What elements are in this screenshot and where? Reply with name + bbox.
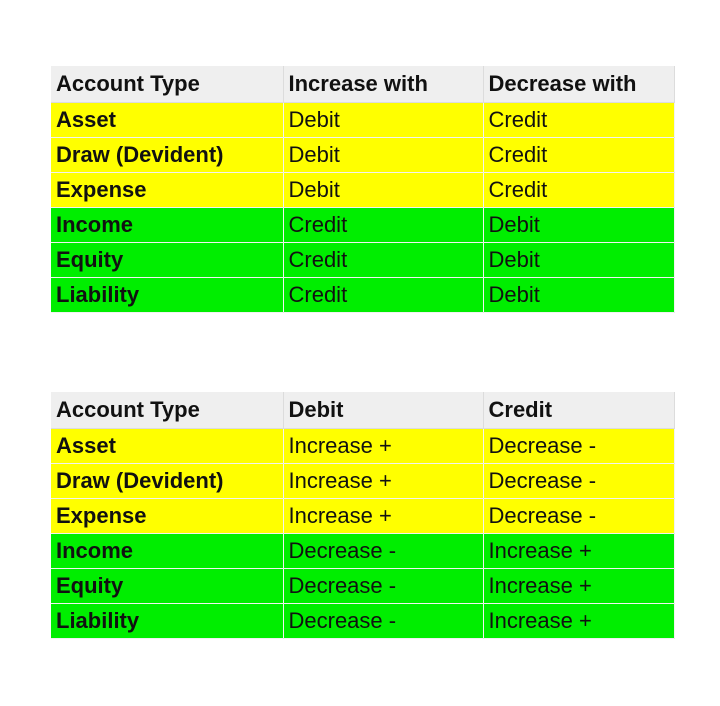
decrease-with-cell: Debit (483, 207, 674, 242)
credit-effect-cell: Decrease - (483, 498, 674, 533)
header-row (51, 392, 674, 428)
header-debit: Debit (283, 392, 483, 428)
increase-with-cell: Debit (283, 102, 483, 137)
account-type-cell: Income (51, 207, 283, 242)
credit-effect-cell: Increase + (483, 603, 674, 638)
account-type-cell: Income (51, 533, 283, 568)
table-row (51, 428, 674, 463)
header-row (51, 66, 674, 102)
table-row (51, 603, 674, 638)
table-row (51, 137, 674, 172)
credit-effect-cell: Decrease - (483, 428, 674, 463)
header-decrease-with: Decrease with (483, 66, 674, 102)
decrease-with-cell: Credit (483, 102, 674, 137)
table-row (51, 102, 674, 137)
header-account-type: Account Type (51, 392, 283, 428)
account-type-cell: Asset (51, 428, 283, 463)
increase-with-cell: Credit (283, 242, 483, 277)
table-row (51, 277, 674, 312)
table-row (51, 172, 674, 207)
table-row (51, 463, 674, 498)
debit-credit-rules-table (51, 66, 675, 313)
header-credit: Credit (483, 392, 674, 428)
account-type-cell: Liability (51, 603, 283, 638)
debit-effect-cell: Decrease - (283, 603, 483, 638)
header-account-type: Account Type (51, 66, 283, 102)
credit-effect-cell: Increase + (483, 568, 674, 603)
header-increase-with: Increase with (283, 66, 483, 102)
decrease-with-cell: Debit (483, 242, 674, 277)
debit-credit-effect-table (51, 392, 675, 639)
account-type-cell: Equity (51, 242, 283, 277)
account-type-cell: Asset (51, 102, 283, 137)
decrease-with-cell: Debit (483, 277, 674, 312)
increase-with-cell: Credit (283, 277, 483, 312)
credit-effect-cell: Decrease - (483, 463, 674, 498)
account-type-cell: Liability (51, 277, 283, 312)
debit-effect-cell: Decrease - (283, 568, 483, 603)
decrease-with-cell: Credit (483, 137, 674, 172)
debit-effect-cell: Increase + (283, 463, 483, 498)
debit-effect-cell: Decrease - (283, 533, 483, 568)
credit-effect-cell: Increase + (483, 533, 674, 568)
table-row (51, 207, 674, 242)
decrease-with-cell: Credit (483, 172, 674, 207)
increase-with-cell: Debit (283, 137, 483, 172)
account-type-cell: Equity (51, 568, 283, 603)
increase-with-cell: Credit (283, 207, 483, 242)
debit-effect-cell: Increase + (283, 498, 483, 533)
account-type-cell: Draw (Devident) (51, 463, 283, 498)
table-row (51, 498, 674, 533)
account-type-cell: Expense (51, 498, 283, 533)
table-row (51, 533, 674, 568)
table-row (51, 242, 674, 277)
table-row (51, 568, 674, 603)
account-type-cell: Draw (Devident) (51, 137, 283, 172)
debit-effect-cell: Increase + (283, 428, 483, 463)
increase-with-cell: Debit (283, 172, 483, 207)
account-type-cell: Expense (51, 172, 283, 207)
